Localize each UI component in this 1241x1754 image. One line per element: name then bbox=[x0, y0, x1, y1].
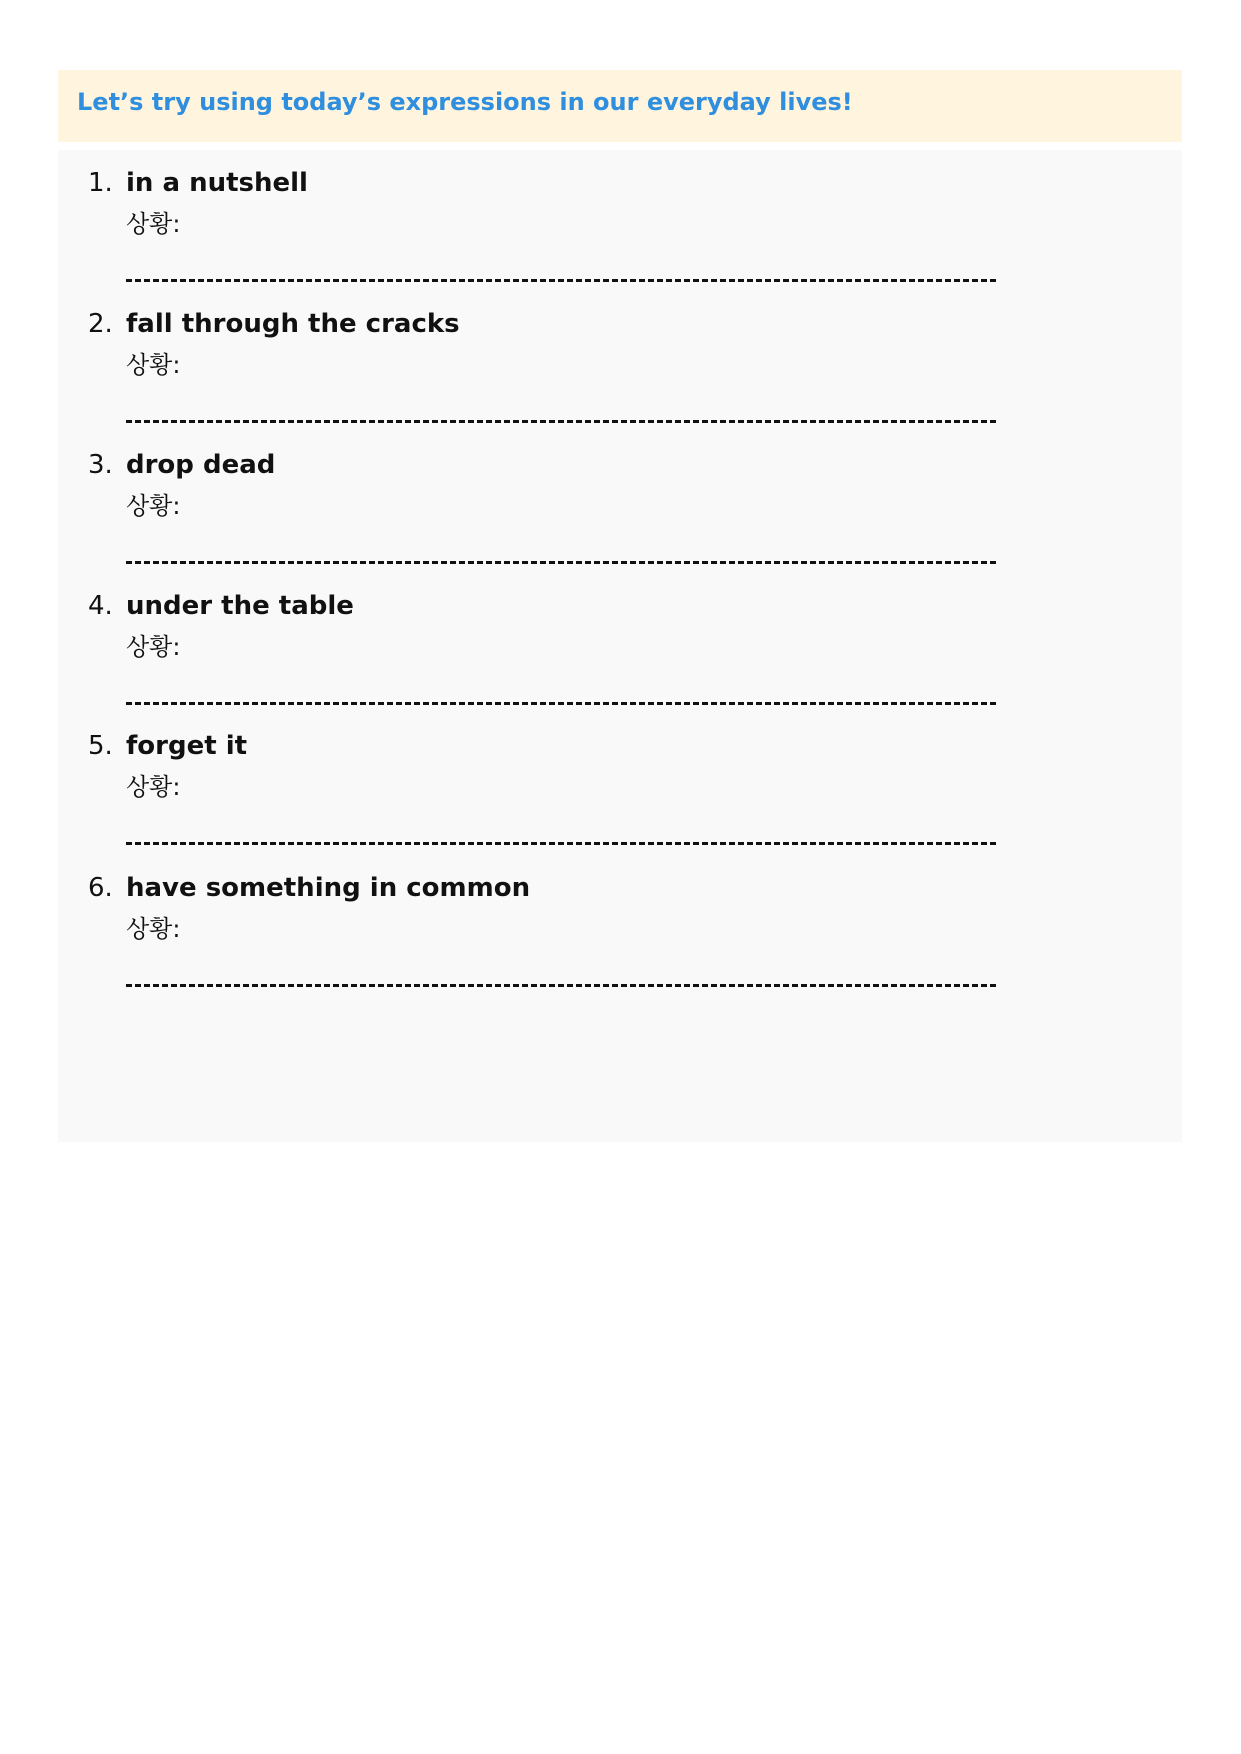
item-context-label: 상황: bbox=[126, 492, 181, 520]
exercise-item-2 bbox=[58, 309, 1182, 451]
item-expression: forget it bbox=[126, 731, 248, 761]
item-number: 2. bbox=[88, 309, 113, 339]
item-context-label: 상황: bbox=[126, 773, 181, 801]
item-context-label: 상황: bbox=[126, 351, 181, 379]
item-expression: drop dead bbox=[126, 450, 276, 480]
exercise-item-1 bbox=[58, 168, 1182, 310]
item-number: 1. bbox=[88, 168, 113, 198]
answer-line[interactable] bbox=[126, 702, 996, 705]
item-number: 6. bbox=[88, 873, 113, 903]
exercise-item-5 bbox=[58, 731, 1182, 873]
exercise-item-6 bbox=[58, 873, 1182, 1015]
banner-title: Let’s try using today’s expressions in our everyday lives! bbox=[77, 88, 853, 116]
item-context-label: 상황: bbox=[126, 633, 181, 661]
answer-line[interactable] bbox=[126, 984, 996, 987]
answer-line[interactable] bbox=[126, 279, 996, 282]
answer-line[interactable] bbox=[126, 420, 996, 423]
item-number: 3. bbox=[88, 450, 113, 480]
exercise-item-4 bbox=[58, 591, 1182, 733]
item-expression: fall through the cracks bbox=[126, 309, 460, 339]
item-number: 5. bbox=[88, 731, 113, 761]
item-expression: in a nutshell bbox=[126, 168, 308, 198]
item-expression: have something in common bbox=[126, 873, 531, 903]
answer-line[interactable] bbox=[126, 842, 996, 845]
item-number: 4. bbox=[88, 591, 113, 621]
item-context-label: 상황: bbox=[126, 210, 181, 238]
answer-line[interactable] bbox=[126, 561, 996, 564]
instruction-banner bbox=[58, 70, 1182, 142]
exercise-panel bbox=[58, 150, 1182, 1142]
item-expression: under the table bbox=[126, 591, 354, 621]
exercise-item-3 bbox=[58, 450, 1182, 592]
item-context-label: 상황: bbox=[126, 915, 181, 943]
